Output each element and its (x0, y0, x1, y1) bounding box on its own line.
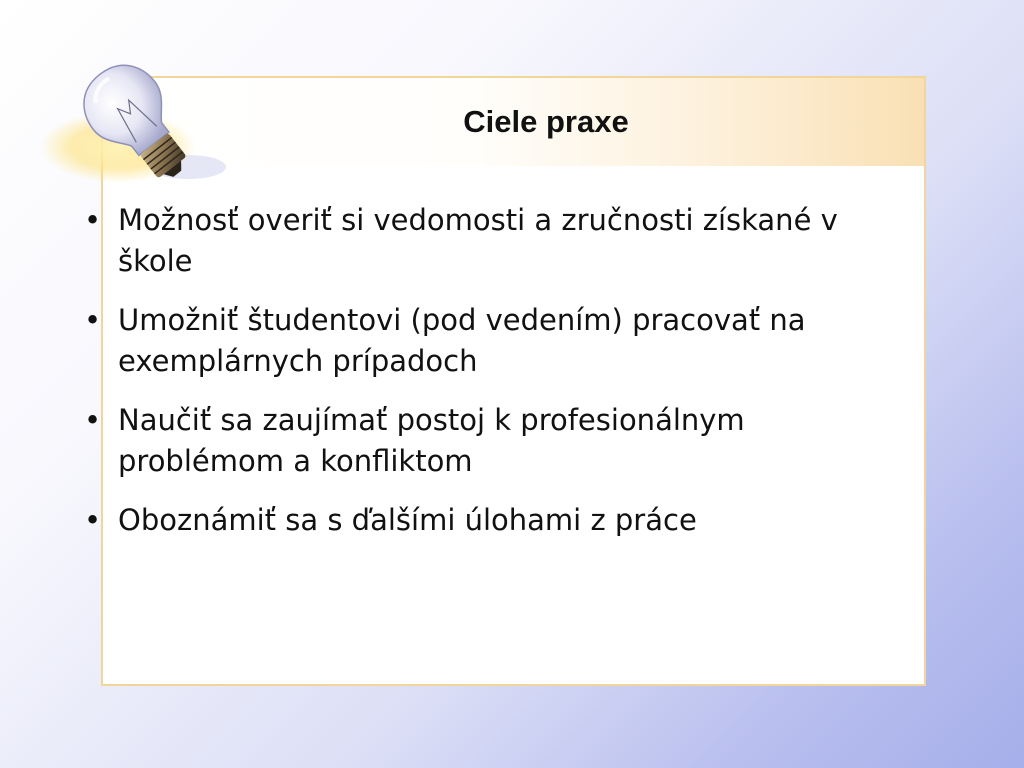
list-item (76, 400, 876, 482)
bullet-marker: • (84, 203, 102, 237)
bullet-text: Možnosť overiť si vedomosti a zručnosti získané v škole (118, 203, 838, 278)
bullet-text: Naučiť sa zaujímať postoj k profesionálnym problémom a konfliktom (118, 403, 745, 478)
light-bulb-icon (38, 55, 233, 185)
bullet-text: Umožniť študentovi (pod vedením) pracovať na exemplárnych prípadoch (118, 303, 806, 378)
bullet-marker: • (84, 403, 102, 437)
list-item (76, 200, 876, 282)
bullet-marker: • (84, 303, 102, 337)
slide-title: Ciele praxe (463, 104, 629, 139)
list-item (76, 500, 876, 541)
list-item (76, 300, 876, 382)
bullet-text: Oboznámiť sa s ďalšími úlohami z práce (118, 503, 697, 537)
bullet-list (76, 200, 876, 559)
bullet-marker: • (84, 503, 102, 537)
